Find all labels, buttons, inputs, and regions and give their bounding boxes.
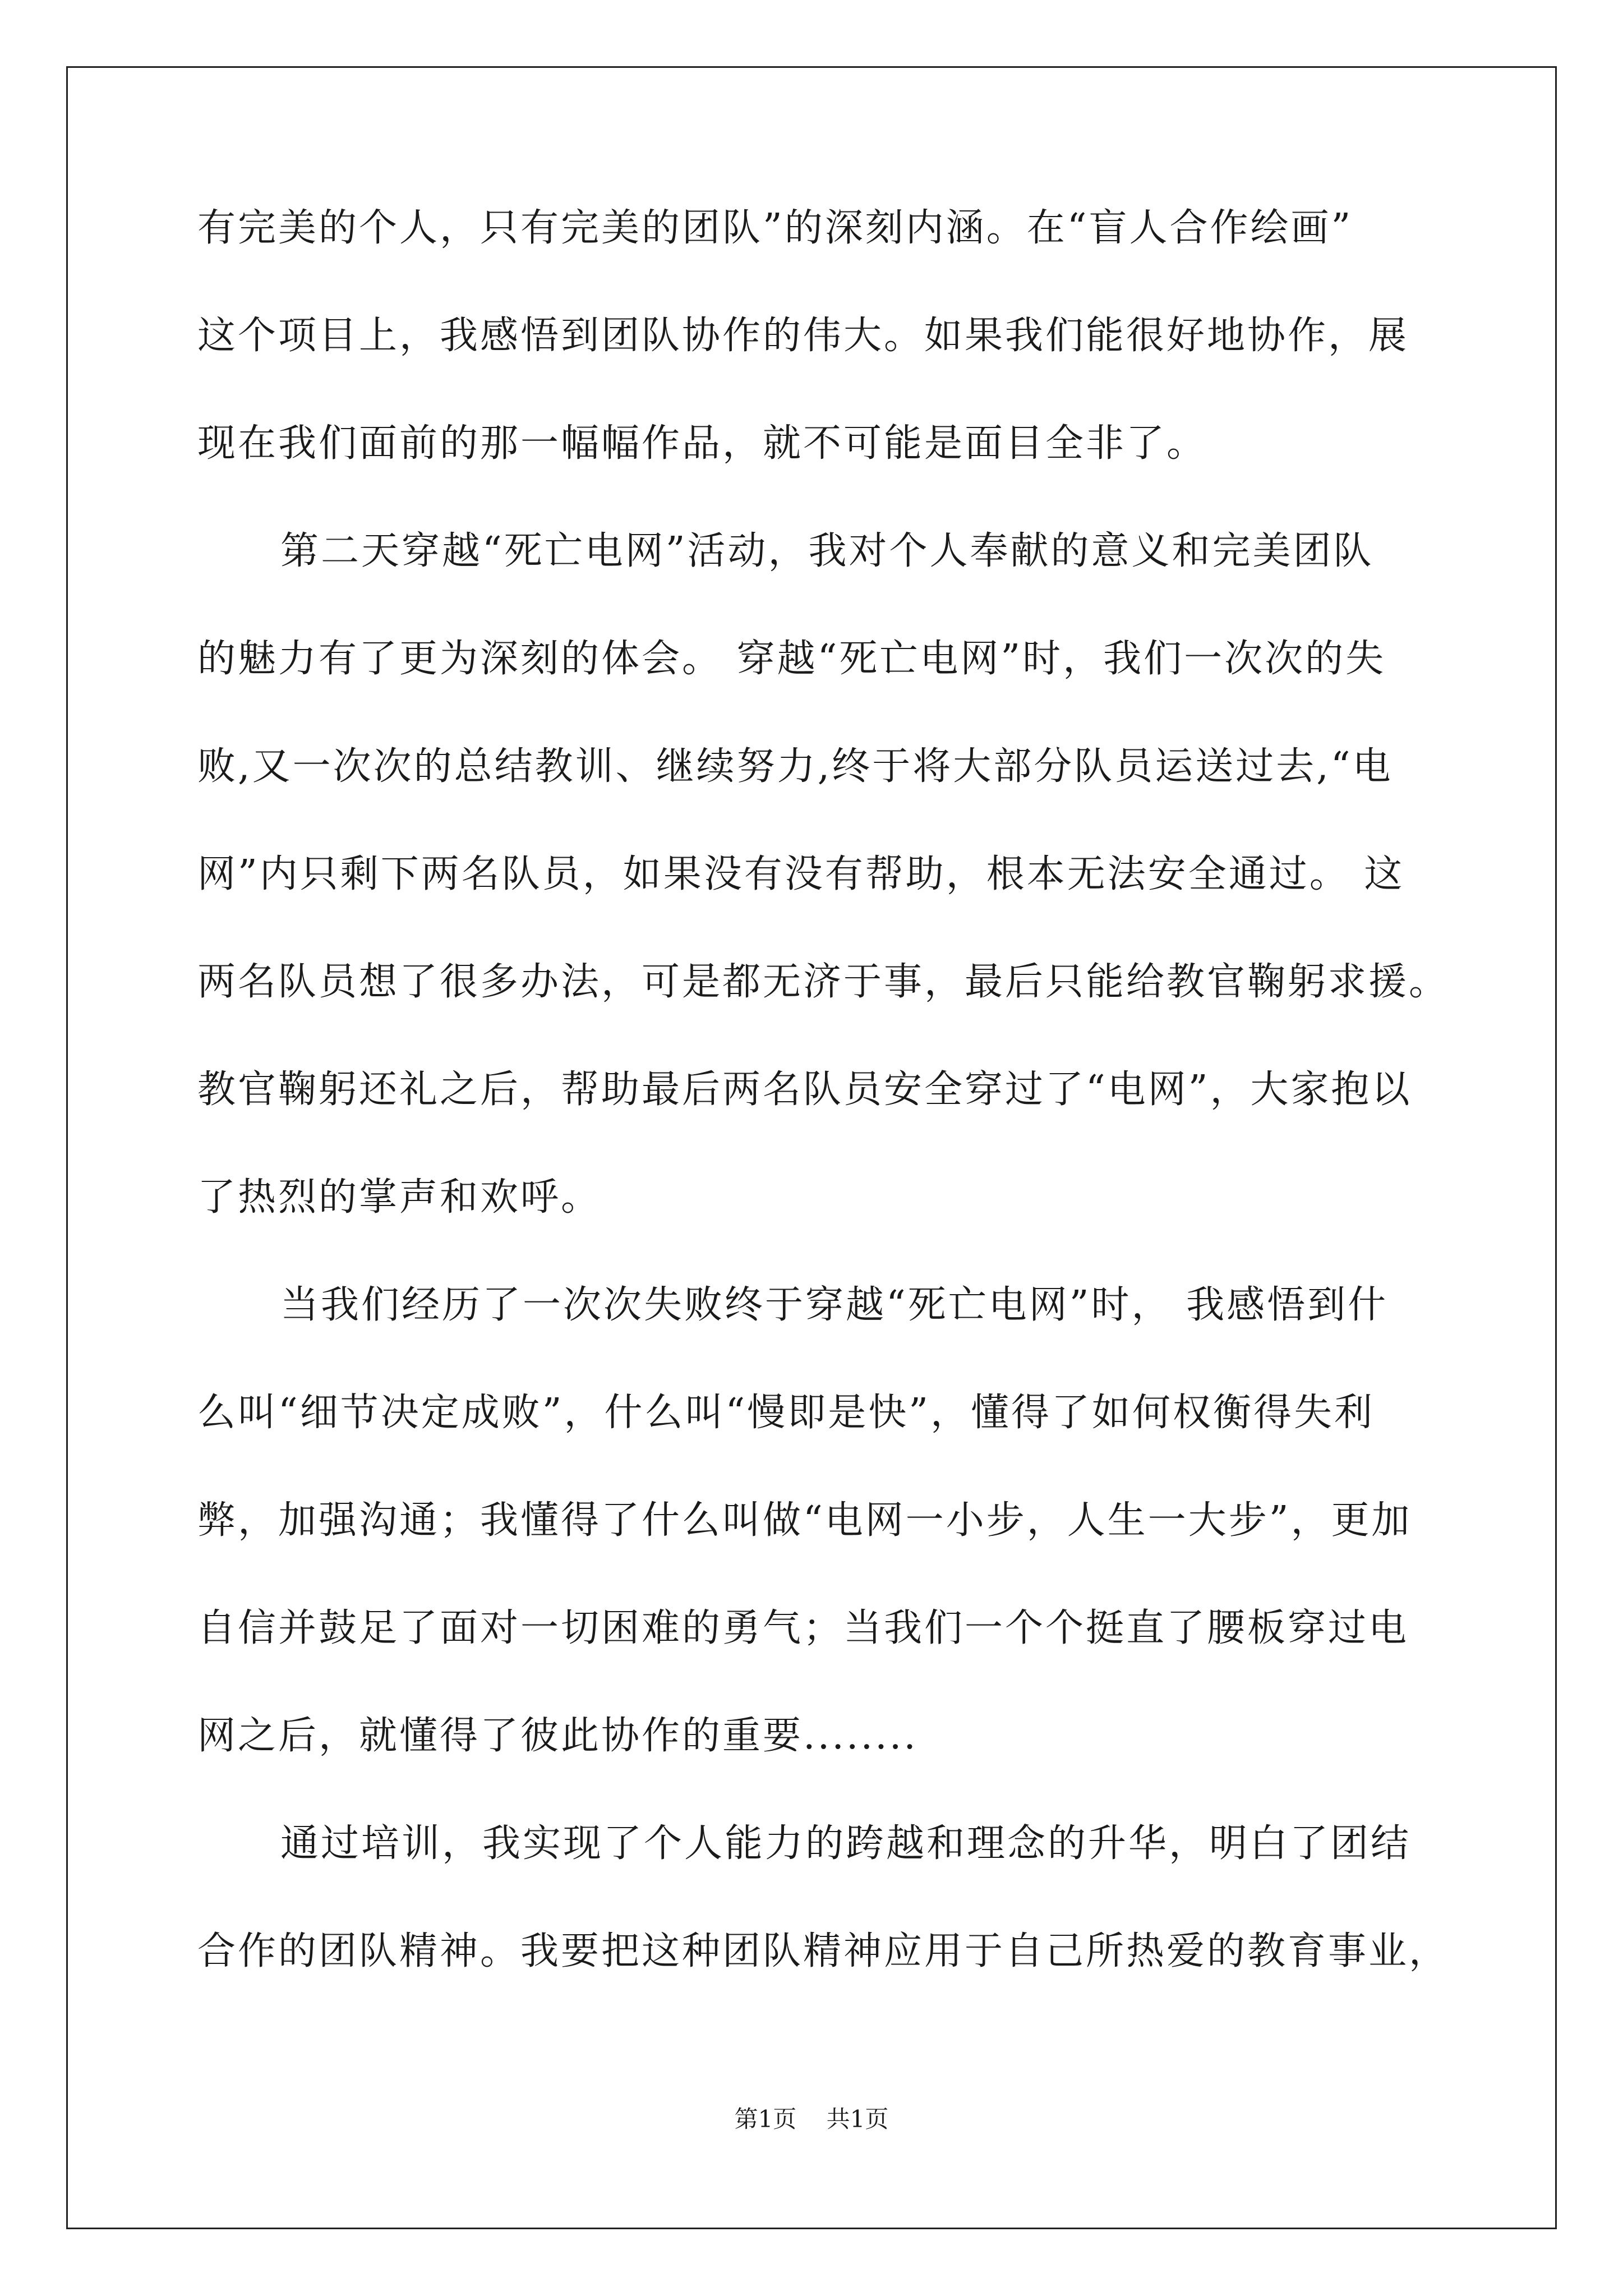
text-line: 自信并鼓足了面对一切困难的勇气；当我们一个个挺直了腰板穿过电 <box>197 1606 1409 1650</box>
text-line: 的魅力有了更为深刻的体会。 穿越“死亡电网”时，我们一次次的失 <box>197 637 1386 681</box>
text-line: 网”内只剩下两名队员，如果没有没有帮助，根本无法安全通过。 这 <box>197 852 1405 896</box>
text-line: 两名队员想了很多办法，可是都无济于事，最后只能给教官鞠躬求援。 <box>197 960 1450 1004</box>
text-line: 有完美的个人，只有完美的团队”的深刻内涵。在“盲人合作绘画” <box>197 206 1353 250</box>
text-line: 第二天穿越“死亡电网”活动，我对个人奉献的意义和完美团队 <box>280 529 1374 573</box>
text-line: 这个项目上，我感悟到团队协作的伟大。如果我们能很好地协作，展 <box>197 314 1409 358</box>
document-body <box>197 206 1465 2040</box>
text-line: 么叫“细节决定成败”，什么叫“慢即是快”，懂得了如何权衡得失利 <box>197 1391 1375 1435</box>
text-line: 了热烈的掌声和欢呼。 <box>197 1175 602 1220</box>
text-line: 现在我们面前的那一幅幅作品，就不可能是面目全非了。 <box>197 421 1207 466</box>
text-line: 通过培训，我实现了个人能力的跨越和理念的升华，明白了团结 <box>280 1821 1412 1866</box>
page-footer: 第1页 共1页 <box>734 2105 889 2133</box>
text-line: 弊，加强沟通；我懂得了什么叫做“电网一小步，人生一大步”，更加 <box>197 1498 1412 1543</box>
text-line: 合作的团队精神。我要把这种团队精神应用于自己所热爱的教育事业， <box>197 1929 1450 1973</box>
text-line: 教官鞠躬还礼之后，帮助最后两名队员安全穿过了“电网”，大家抱以 <box>197 1068 1412 1112</box>
text-line: 当我们经历了一次次失败终于穿越“死亡电网”时， 我感悟到什 <box>280 1283 1389 1327</box>
text-line: 败,又一次次的总结教训、继续努力,终于将大部分队员运送过去,“电 <box>197 744 1393 789</box>
text-line: 网之后，就懂得了彼此协作的重要........ <box>197 1714 918 1758</box>
